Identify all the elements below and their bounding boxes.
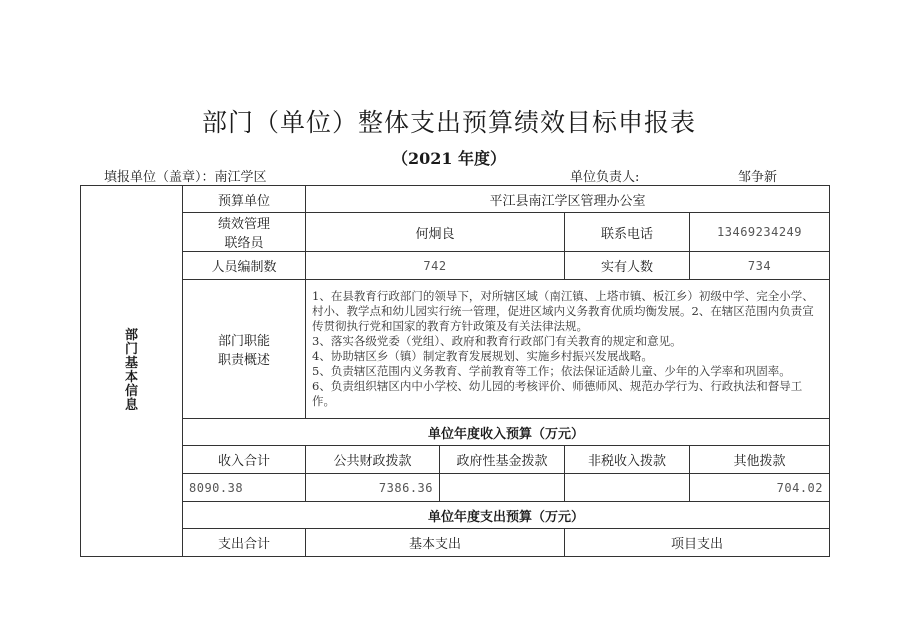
expense-header: 单位年度支出预算（万元） (183, 502, 830, 529)
row-expense-header (81, 502, 830, 529)
staff-quota-label: 人员编制数 (183, 252, 306, 280)
staff-quota-value: 742 (306, 252, 565, 280)
budget-unit-value: 平江县南江学区管理办公室 (306, 186, 830, 213)
row-income-header (81, 419, 830, 446)
expense-col-basic: 基本支出 (306, 529, 565, 557)
phone-label: 联系电话 (565, 213, 690, 252)
fill-unit-value: 南江学区 (214, 170, 267, 185)
income-value-fund (440, 474, 565, 502)
head-value: 邹争新 (738, 170, 778, 185)
income-col-public: 公共财政拨款 (306, 446, 440, 474)
income-value-public: 7386.36 (306, 474, 440, 502)
row-duty (81, 280, 830, 419)
duty-text: 1、在县教育行政部门的领导下，对所辖区域（南江镇、上塔市镇、板江乡）初级中学、完全小学、 村小、教学点和幼儿园实行统一管理，促进区域内义务教育优质均衡发展。2、在辖区范围内负责宣 传贯彻执行党和国家的教育方针政策及有关法律法规。 3、落实各级党委（党组）、政府和教育行政部门有关教育的规定和意见。 4、协助辖区乡（镇）制定教育发展规划、实施乡村振兴发展战略。 5、负责辖区范围内义务教育、学前教育等工作；依法保证适龄儿童、少年的入学率和巩固率。 6、负责组织辖区内中小学校、幼儿园的考核评价、师德师风、规范办学行为、行政执法和督导工作。 (306, 280, 830, 419)
budget-unit-label: 预算单位 (183, 186, 306, 213)
fill-unit-label: 填报单位（盖章）： (104, 170, 215, 185)
income-value-total: 8090.38 (183, 474, 306, 502)
row-staff (81, 252, 830, 280)
expense-col-total: 支出合计 (183, 529, 306, 557)
income-col-fund: 政府性基金拨款 (440, 446, 565, 474)
income-col-other: 其他拨款 (690, 446, 830, 474)
contact-label: 绩效管理 联络员 (183, 213, 306, 252)
fill-unit (104, 166, 267, 185)
income-col-total: 收入合计 (183, 446, 306, 474)
row-income-cols (81, 446, 830, 474)
expense-col-project: 项目支出 (565, 529, 830, 557)
page-subtitle: （2021 年度） (391, 149, 507, 168)
side-label: 部 门 基 本 信 息 (81, 186, 183, 557)
income-value-nontax (565, 474, 690, 502)
budget-form-table (80, 185, 830, 557)
income-col-nontax: 非税收入拨款 (565, 446, 690, 474)
row-income-values (81, 474, 830, 502)
actual-staff-label: 实有人数 (565, 252, 690, 280)
page-title: 部门（单位）整体支出预算绩效目标申报表 (201, 108, 696, 137)
head-label: 单位负责人: (570, 170, 640, 185)
row-budget-unit (81, 186, 830, 213)
income-value-other: 704.02 (690, 474, 830, 502)
duty-label: 部门职能 职责概述 (183, 280, 306, 419)
row-contact (81, 213, 830, 252)
phone-value: 13469234249 (690, 213, 830, 252)
row-expense-cols (81, 529, 830, 557)
income-header: 单位年度收入预算（万元） (183, 419, 830, 446)
actual-staff-value: 734 (690, 252, 830, 280)
contact-value: 何炯良 (306, 213, 565, 252)
